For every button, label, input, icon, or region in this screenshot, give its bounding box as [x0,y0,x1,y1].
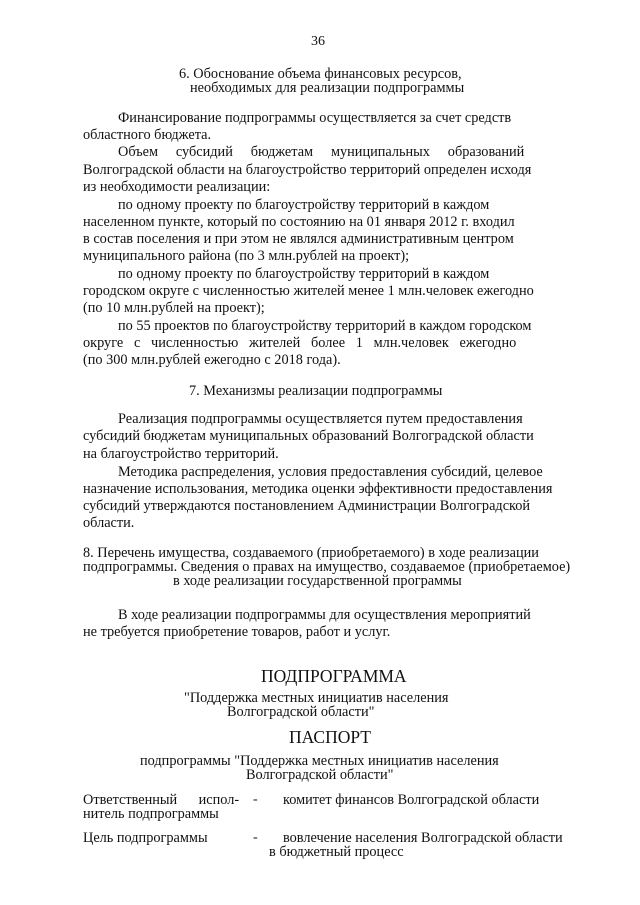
sec7-p2-line-3: субсидий утверждаются постановлением Администрации Волгоградской [83,498,531,514]
section-7-title: 7. Механизмы реализации подпрограммы [189,383,443,399]
section-8-title-line-1: 8. Перечень имущества, создаваемого (приобретаемого) в ходе реализации [83,545,539,561]
sec6-item1-line-3: в состав поселения и при этом не являлся административным центром [83,231,514,247]
passport-row1-dash: - [253,792,258,807]
subprogram-name-line-1: "Поддержка местных инициатив населения [184,690,449,706]
sec7-p1-line-2: субсидий бюджетам муниципальных образований Волгоградской области [83,428,534,444]
sec6-p2-line-2: Волгоградской области на благоустройство территорий определен исходя [83,162,532,178]
sec6-p2-line-3: из необходимости реализации: [83,179,271,195]
sec6-item1-line-4: муниципального района (по 3 млн.рублей на проект); [83,248,410,264]
section-6-title-line-2: необходимых для реализации подпрограммы [190,80,465,96]
section-8-title-line-3: в ходе реализации государственной программы [173,573,462,589]
sec7-p1-line-1: Реализация подпрограммы осуществляется путем предоставления [118,411,523,427]
sec8-p1-line-2: не требуется приобретение товаров, работ и услуг. [83,624,391,640]
section-8-title-line-2: подпрограммы. Сведения о правах на имущество, создаваемое (приобретаемое) [83,559,571,575]
passport-row2-dash: - [253,830,258,845]
sec6-p2-line-1: Объем субсидий бюджетам муниципальных образований [118,144,525,160]
sec6-item2-line-2: городском округе с численностью жителей менее 1 млн.человек ежегодно [83,283,534,299]
subprogram-name-line-2: Волгоградской области" [227,704,375,720]
sec6-p1-line-2: областного бюджета. [83,127,212,143]
passport-row1-value: комитет финансов Волгоградской области [283,792,540,808]
subprogram-heading: ПОДПРОГРАММА [261,666,407,686]
sec7-p1-line-3: на благоустройство территорий. [83,446,279,462]
passport-row1-label-line-2: нитель подпрограммы [83,806,219,822]
sec6-item3-line-3: (по 300 млн.рублей ежегодно с 2018 года). [83,352,341,368]
passport-row2-value-line-1: вовлечение населения Волгоградской области [283,830,563,846]
sec6-item3-line-1: по 55 проектов по благоустройству территорий в каждом городском [118,318,532,334]
sec6-item1-line-1: по одному проекту по благоустройству территорий в каждом [118,197,490,213]
section-6-title-line-1: 6. Обоснование объема финансовых ресурсов, [179,66,462,82]
sec6-item2-line-3: (по 10 млн.рублей на проект); [83,300,265,316]
passport-subtitle-line-1: подпрограммы "Поддержка местных инициатив населения [140,753,499,769]
sec7-p2-line-1: Методика распределения, условия предоставления субсидий, целевое [118,464,543,480]
sec6-item2-line-1: по одному проекту по благоустройству территорий в каждом [118,266,490,282]
sec8-p1-line-1: В ходе реализации подпрограммы для осуществления мероприятий [118,607,531,623]
sec6-item3-line-2: округе с численностью жителей более 1 млн.человек ежегодно [83,335,517,351]
passport-heading: ПАСПОРТ [289,727,371,747]
passport-subtitle-line-2: Волгоградской области" [246,767,394,783]
sec6-p1-line-1: Финансирование подпрограммы осуществляется за счет средств [118,110,512,126]
passport-row2-label: Цель подпрограммы [83,830,208,846]
sec6-item1-line-2: населенном пункте, который по состоянию на 01 января 2012 г. входил [83,214,515,230]
page-number: 36 [311,34,325,49]
passport-row1-label-line-1: Ответственный испол- [83,792,240,808]
sec7-p2-line-2: назначение использования, методика оценки эффективности предоставления [83,481,553,497]
sec7-p2-line-4: области. [83,515,135,531]
passport-row2-value-line-2: в бюджетный процесс [269,844,404,860]
